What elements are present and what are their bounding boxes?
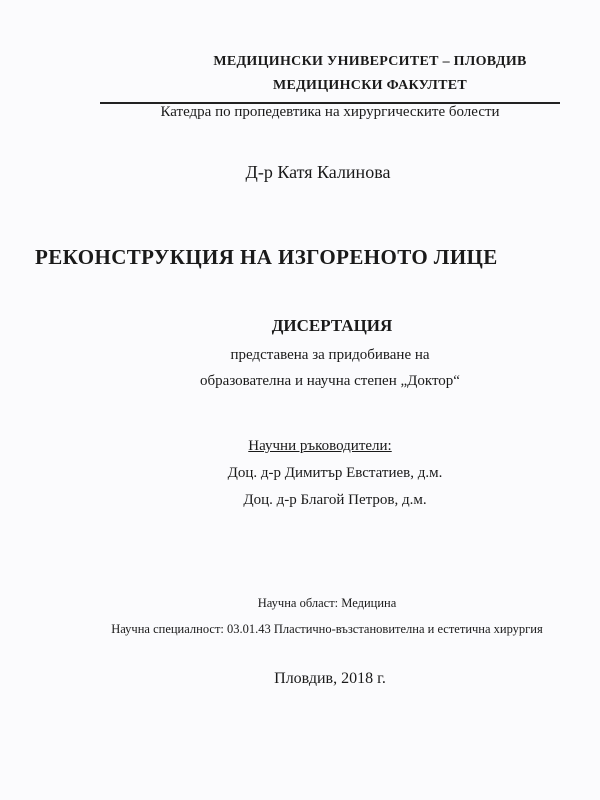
scientific-field: Научна област: Медицина: [257, 596, 397, 610]
dissertation-label: ДИСЕРТАЦИЯ: [271, 316, 393, 335]
supervisors-label: Научни ръководители:: [248, 438, 392, 454]
dissertation-purpose-line2: образователна и научна степен „Доктор“: [200, 373, 460, 389]
supervisor-name: Доц. д-р Димитър Евстатиев, д.м.: [227, 465, 443, 481]
dissertation-title: РЕКОНСТРУКЦИЯ НА ИЗГОРЕНОТО ЛИЦЕ: [35, 245, 498, 269]
faculty-name: МЕДИЦИНСКИ ФАКУЛТЕТ: [272, 78, 468, 93]
place-year: Пловдив, 2018 г.: [274, 670, 386, 687]
supervisor-name: Доц. д-р Благой Петров, д.м.: [243, 492, 427, 508]
scientific-specialty: Научна специалност: 03.01.43 Пластично-възстановителна и естетична хирургия: [111, 622, 543, 636]
author-name: Д-р Катя Калинова: [245, 162, 391, 182]
dissertation-purpose-line1: представена за придобиване на: [230, 347, 430, 363]
university-name: МЕДИЦИНСКИ УНИВЕРСИТЕТ – ПЛОВДИВ: [213, 54, 527, 69]
department-name: Катедра по пропедевтика на хирургическите болести: [160, 104, 500, 120]
